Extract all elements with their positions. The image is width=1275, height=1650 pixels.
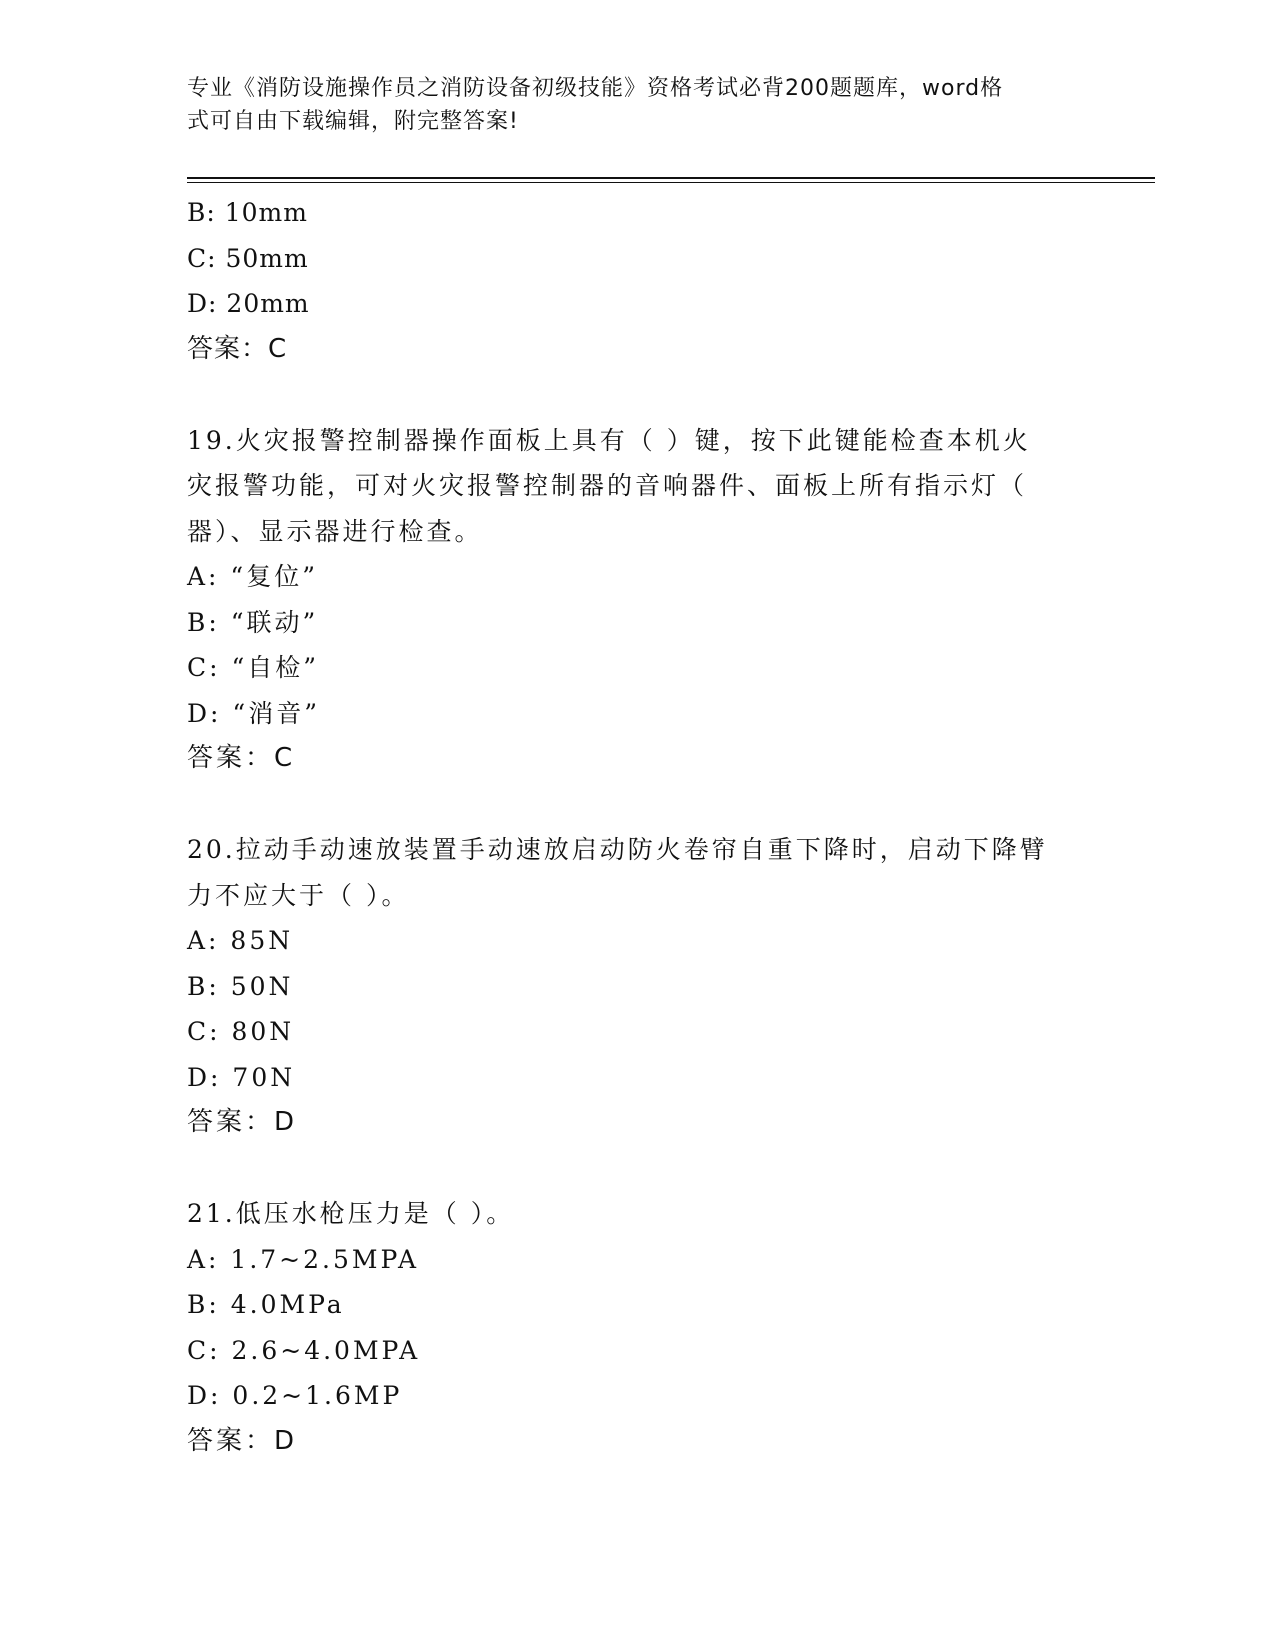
option-b: B: 4.0MPa xyxy=(187,1290,345,1319)
question-20 xyxy=(187,827,1087,1146)
question-19 xyxy=(187,418,1087,782)
option-b: B: 10mm xyxy=(187,198,308,227)
question-text-line: 19.火灾报警控制器操作面板上具有（ ）键，按下此键能检查本机火 xyxy=(187,425,1031,455)
option-c: C: 50mm xyxy=(187,243,309,273)
question-21 xyxy=(187,1191,1087,1464)
spacer xyxy=(187,1146,1087,1192)
option-c: C: 80N xyxy=(187,1017,295,1046)
header-divider-thick xyxy=(187,177,1155,179)
option-d: D: 0.2~1.6MP xyxy=(187,1381,403,1410)
question-text-line: 灾报警功能，可对火灾报警控制器的音响器件、面板上所有指示灯（ xyxy=(187,471,1028,500)
header-line-2: 式可自由下载编辑，附完整答案! xyxy=(187,109,519,134)
answer-text: 答案：C xyxy=(187,333,288,364)
question-text-line: 器）、显示器进行检查。 xyxy=(187,516,483,546)
option-c: C: “自检” xyxy=(187,653,320,682)
option-b: B: “联动” xyxy=(187,607,319,637)
question-text-line: 力不应大于（ ）。 xyxy=(187,880,410,910)
header-divider-thin xyxy=(187,182,1155,183)
header-line-1: 专业《消防设施操作员之消防设备初级技能》资格考试必背200题题库，word格 xyxy=(187,76,1004,101)
option-c: C: 2.6~4.0MPA xyxy=(187,1335,421,1365)
spacer xyxy=(187,782,1087,828)
option-a: A: 85N xyxy=(187,926,294,955)
option-d: D: 20mm xyxy=(187,289,310,318)
document-header xyxy=(187,72,1087,138)
answer-text: 答案：D xyxy=(187,1107,298,1137)
document-body xyxy=(187,190,1087,1464)
answer-text: 答案：C xyxy=(187,743,296,773)
option-d: D: 70N xyxy=(187,1062,296,1092)
answer-text: 答案：D xyxy=(187,1425,298,1456)
question-continued xyxy=(187,190,1087,372)
question-text-line: 21.低压水枪压力是（ ）。 xyxy=(187,1199,515,1228)
option-b: B: 50N xyxy=(187,971,294,1001)
option-a: A: 1.7~2.5MPA xyxy=(187,1244,420,1274)
question-text-line: 20.拉动手动速放装置手动速放启动防火卷帘自重下降时，启动下降臂 xyxy=(187,835,1048,864)
option-d: D: “消音” xyxy=(187,698,320,728)
option-a: A: “复位” xyxy=(187,562,318,591)
spacer xyxy=(187,372,1087,418)
